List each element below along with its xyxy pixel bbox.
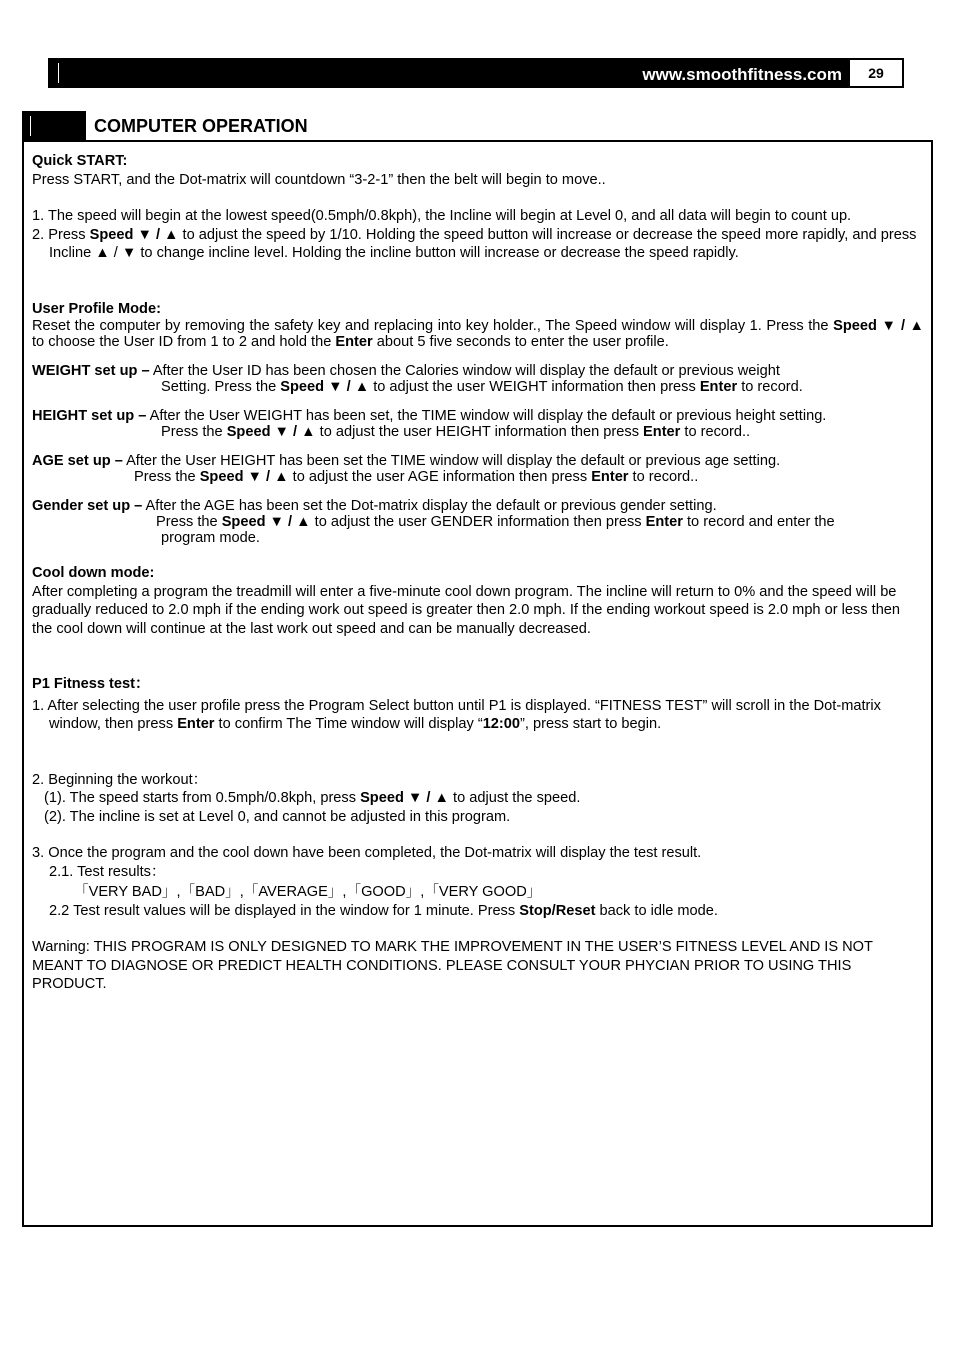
warning-text: Warning: THIS PROGRAM IS ONLY DESIGNED TO MARK THE IMPROVEMENT IN THE USER’S FITNESS LEVEL AND IS NOT MEANT TO DIAGNOSE OR PREDICT HEALTH CONDITIONS. PLEASE CONSULT YOUR PHYCIAN PRIOR TO USING THIS PRODUCT.: [32, 939, 873, 992]
p1-item-2-2: (2). The incline is set at Level 0, and cannot be adjusted in this program.: [44, 808, 511, 825]
p1-item-3-2: 2.2 Test result values will be displayed in the window for 1 minute. Press Stop/Reset back to idle mode.: [49, 902, 718, 919]
enter-key-label: Enter: [643, 424, 681, 440]
page-header-bar: [48, 58, 904, 88]
p1-item-2-1: (1). The speed starts from 0.5mph/0.8kph, press Speed ▼ / ▲ to adjust the speed.: [44, 790, 581, 806]
speed-key-label: Speed ▼ / ▲: [226, 424, 316, 440]
website-url: www.smoothfitness.com: [642, 65, 842, 84]
gender-setup-line-1: Gender set up – After the AGE has been set the Dot-matrix display the default or previous gender setting.: [32, 498, 717, 514]
speed-key-label: Speed ▼ / ▲: [280, 379, 370, 395]
section-tab: [22, 111, 86, 141]
speed-key-label: Speed ▼ / ▲: [199, 469, 289, 485]
p1-item-3-1: 2.1. Test results：: [49, 863, 166, 880]
stop-reset-key-label: Stop/Reset: [519, 902, 596, 919]
p1-fitness-heading: P1 Fitness test：: [32, 676, 150, 692]
speed-key-label: Speed ▼ / ▲: [221, 514, 311, 530]
enter-key-label: Enter: [699, 379, 738, 395]
age-setup-line-2: Press the Speed ▼ / ▲ to adjust the user AGE information then press Enter to record..: [134, 469, 699, 485]
enter-key-label: Enter: [591, 469, 629, 485]
p1-item-2: 2. Beginning the workout：: [32, 771, 208, 788]
section-tab-inner: [30, 116, 79, 136]
enter-key-label: Enter: [335, 334, 373, 350]
user-profile-heading: User Profile Mode:: [32, 300, 161, 317]
gender-setup-line-3: program mode.: [161, 530, 260, 546]
section-title: COMPUTER OPERATION: [94, 116, 308, 136]
age-setup-line-1: AGE set up – After the User HEIGHT has been set the TIME window will display the default or previous age setting.: [32, 453, 781, 469]
cool-down-text: After completing a program the treadmill will enter a five-minute cool down program. The incline will return to 0% and the speed will be gradually reduced to 2.0 mph if the ending work out speed is greater then 2.0 mph. If the ending workout speed is 2.0 mph or less then the cool down will continue at the last work out speed and can be manually decreased.: [32, 583, 901, 637]
quick-start-item-1: 1. The speed will begin at the lowest speed(0.5mph/0.8kph), the Incline will begin at Level 0, and all data will begin to count up.: [32, 208, 852, 224]
p1-item-3: 3. Once the program and the cool down have been completed, the Dot-matrix will display the test result.: [32, 845, 702, 861]
height-setup-line-2: Press the Speed ▼ / ▲ to adjust the user HEIGHT information then press Enter to record..: [161, 424, 751, 440]
enter-key-label: Enter: [645, 514, 683, 530]
height-setup-line-1: HEIGHT set up – After the User WEIGHT has been set, the TIME window will display the default or previous height setting.: [32, 408, 827, 424]
user-profile-text: Reset the computer by removing the safety key and replacing into key holder., The Speed window will display 1. Press the Speed ▼ / ▲ to choose the User ID from 1 to 2 and hold the Enter about 5 five seconds to enter the user profile.: [32, 318, 925, 350]
time-value: 12:00: [482, 716, 521, 732]
weight-setup-line-2: Setting. Press the Speed ▼ / ▲ to adjust the user WEIGHT information then press Enter to record.: [161, 379, 803, 395]
content-body: [32, 152, 924, 994]
speed-key-label: Speed ▼ / ▲: [360, 790, 449, 806]
quick-start-item-2: 2. Press Speed ▼ / ▲ to adjust the speed by 1/10. Holding the speed button will increase or decrease the speed more rapidly, and press Incline ▲ / ▼ to change incline level. Holding the incline button will increase or decrease the speed rapidly.: [32, 226, 917, 261]
quick-start-intro: Press START, and the Dot-matrix will countdown “3-2-1” then the belt will begin to move..: [32, 171, 606, 188]
speed-key-label: Speed ▼ / ▲: [833, 318, 925, 334]
speed-key-label: Speed ▼ / ▲: [89, 226, 179, 243]
enter-key-label: Enter: [177, 716, 215, 732]
test-results-list: 「VERY BAD」,「BAD」,「AVERAGE」,「GOOD」,「VERY GOOD」: [74, 884, 542, 900]
quick-start-heading: Quick START:: [32, 153, 128, 169]
weight-setup-line-1: WEIGHT set up – After the User ID has been chosen the Calories window will display the default or previous weight: [32, 363, 780, 379]
gender-setup-line-2: Press the Speed ▼ / ▲ to adjust the user GENDER information then press Enter to record and enter the: [156, 514, 835, 530]
p1-item-1: 1. After selecting the user profile press the Program Select button until P1 is displayed. “FITNESS TEST” will scroll in the Dot-matrix window, then press Enter to confirm The Time window will display “12:00”, press start to begin.: [32, 697, 881, 732]
cool-down-heading: Cool down mode:: [32, 565, 155, 581]
page-number: 29: [848, 60, 902, 86]
